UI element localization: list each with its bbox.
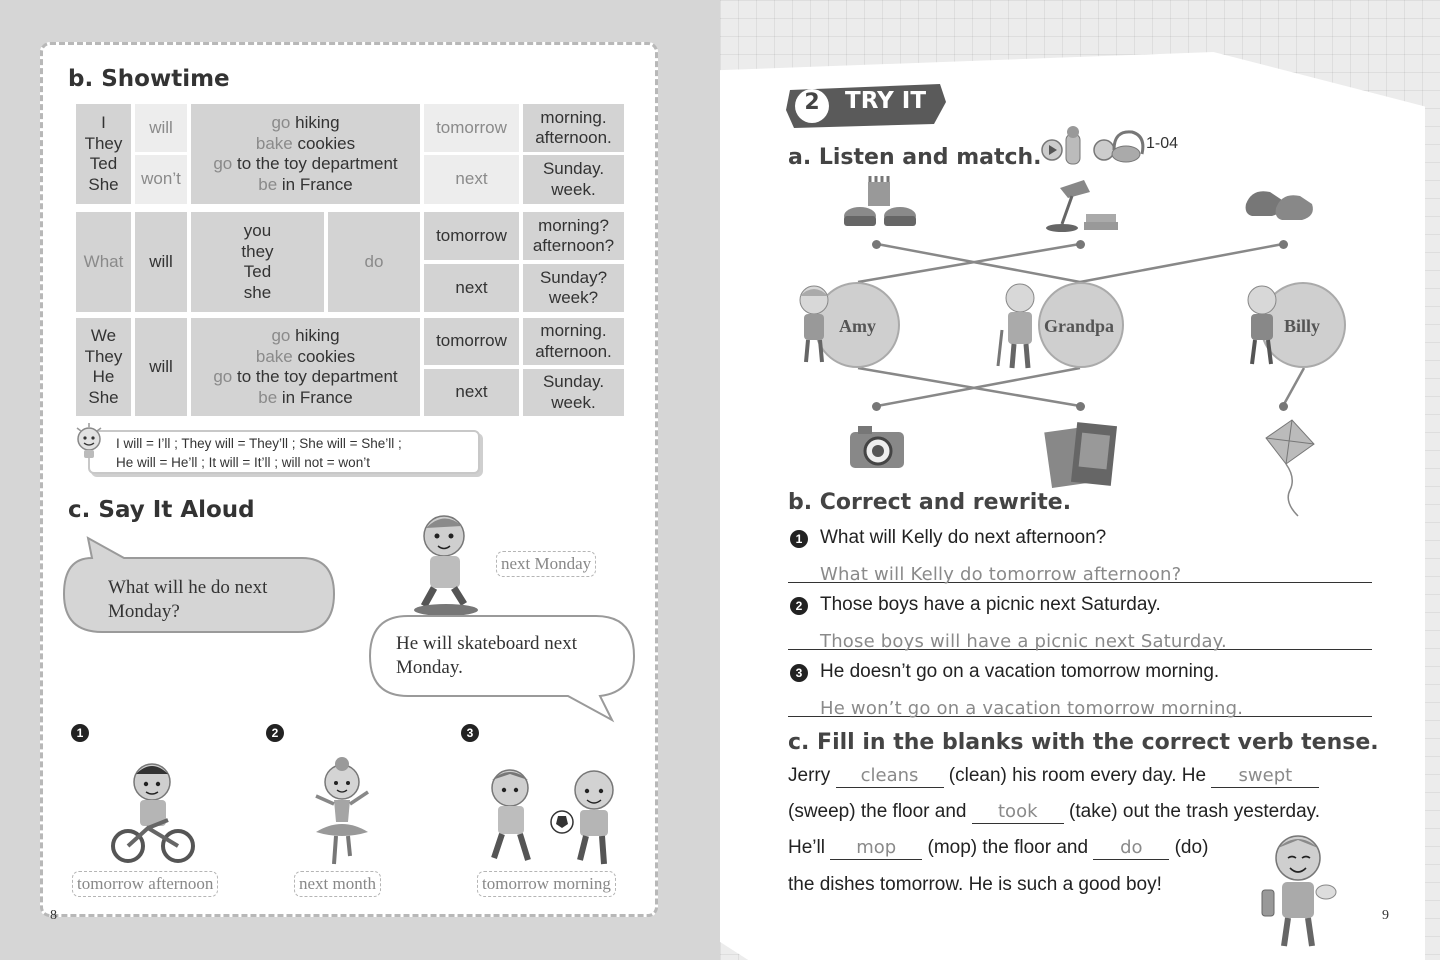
answer-bubble: He will skateboard next Monday. [396,633,577,678]
match-dot[interactable] [1076,240,1085,249]
will-cell: will [135,104,187,152]
answer-line[interactable] [788,556,1372,583]
correct-rewrite-title: b. Correct and rewrite. [788,490,1072,515]
audio-player-icon[interactable] [1040,124,1146,170]
contractions-tip [88,430,480,474]
next-cell: next [424,369,519,416]
kite-icon [1262,418,1322,518]
ballet-girl-icon [306,756,376,868]
subjects-cell: I They Ted She [76,104,131,204]
page-number-left: 8 [50,908,57,923]
question-text: Those boys have a picnic next Saturday. [820,594,1161,615]
person-name-grandpa: Grandpa [1044,316,1115,336]
will-cell: will [135,318,187,416]
grandpa-figure-icon [996,280,1044,370]
shoes-icon [1242,182,1322,228]
time-cell: morning. afternoon. [523,318,624,365]
match-dot[interactable] [872,402,881,411]
match-dot[interactable] [1279,240,1288,249]
fill-sentence-line: Jerry cleans (clean) his room every day. He swept [788,765,1319,788]
hint-next-month: next month [294,871,381,897]
track-number: 1-04 [1146,135,1179,152]
next-cell: next [424,155,519,204]
item-number-badge: 2 [266,724,284,742]
question-text: What will Kelly do next afternoon? [820,527,1107,548]
bicycle-boy-icon [108,760,198,868]
camera-icon [848,424,906,470]
say-it-aloud-title: c. Say It Aloud [68,497,255,523]
try-it-label: TRY IT [845,88,927,114]
answer-text: Those boys will have a picnic next Saturday. [820,631,1227,652]
answer-text: What will Kelly do tomorrow afternoon? [820,564,1182,585]
fill-blank[interactable]: took [972,801,1064,824]
wont-cell: won’t [135,155,187,204]
match-dot[interactable] [1076,402,1085,411]
amy-figure-icon [794,282,838,366]
page-number-right: 9 [1382,908,1389,923]
time-cell: Sunday. week. [523,155,624,204]
question-text: He doesn’t go on a vacation tomorrow morning. [820,661,1220,682]
answer-line[interactable] [788,623,1372,650]
activities-cell: go hiking bake cookies go to the toy department be in France [191,104,420,204]
time-cell: morning? afternoon? [523,212,624,260]
question-number-badge: 3 [790,664,808,682]
question-number-badge: 2 [790,597,808,615]
fill-blank[interactable]: cleans [836,765,944,788]
question-number-badge: 1 [790,530,808,548]
hint-tomorrow-afternoon: tomorrow afternoon [72,871,218,897]
lightbulb-mascot-icon [72,422,106,462]
desk-lamp-icon [1040,176,1120,236]
time-cell: Sunday? week? [523,264,624,312]
do-cell: do [328,212,420,312]
showtime-title: b. Showtime [68,66,230,92]
hint-next-monday: next Monday [496,551,596,577]
fill-sentence-line: (sweep) the floor and took (take) out the trash yesterday. [788,801,1321,822]
fill-sentence-line: He’ll mop (mop) the floor and do (do) [788,837,1209,858]
tomorrow-cell: tomorrow [424,318,519,365]
subjects-cell: you they Ted she [191,212,324,312]
what-cell: What [76,212,131,312]
will-cell: will [135,212,187,312]
fill-blank[interactable]: swept [1211,765,1319,788]
match-dot[interactable] [872,240,881,249]
contractions-line: He will = He’ll ; It will = It’ll ; will not = won’t [116,455,370,470]
fill-blank[interactable]: do [1093,837,1169,860]
match-dot[interactable] [1279,402,1288,411]
skateboard-boy-icon [404,506,494,626]
item-number-badge: 1 [71,724,89,742]
question-bubble: What will he do next Monday? [108,577,268,622]
fill-blanks-title: c. Fill in the blanks with the correct verb tense. [788,730,1379,755]
fill-blank[interactable]: mop [830,837,922,860]
person-name-amy: Amy [839,316,876,336]
answer-line[interactable] [788,690,1372,717]
time-cell: Sunday. week. [523,369,624,416]
playing-kids-icon [470,760,630,868]
cleaning-boy-icon [1252,828,1342,950]
contractions-line: I will = I’ll ; They will = They’ll ; She will = She’ll ; [116,436,402,451]
hint-tomorrow-morning: tomorrow morning [477,871,616,897]
try-it-number: 2 [804,90,820,115]
activities-cell: go hiking bake cookies go to the toy department be in France [191,318,420,416]
fast-food-icon [840,176,924,236]
tomorrow-cell: tomorrow [424,212,519,260]
billy-figure-icon [1240,282,1284,368]
magazines-icon [1044,420,1122,492]
person-name-billy: Billy [1284,316,1321,336]
listen-match-title: a. Listen and match. [788,145,1042,170]
time-cell: morning. afternoon. [523,104,624,152]
tomorrow-cell: tomorrow [424,104,519,152]
subjects-cell: We They He She [76,318,131,416]
next-cell: next [424,264,519,312]
item-number-badge: 3 [461,724,479,742]
fill-sentence-line: the dishes tomorrow. He is such a good boy! [788,874,1162,895]
answer-text: He won’t go on a vacation tomorrow morning. [820,698,1244,719]
